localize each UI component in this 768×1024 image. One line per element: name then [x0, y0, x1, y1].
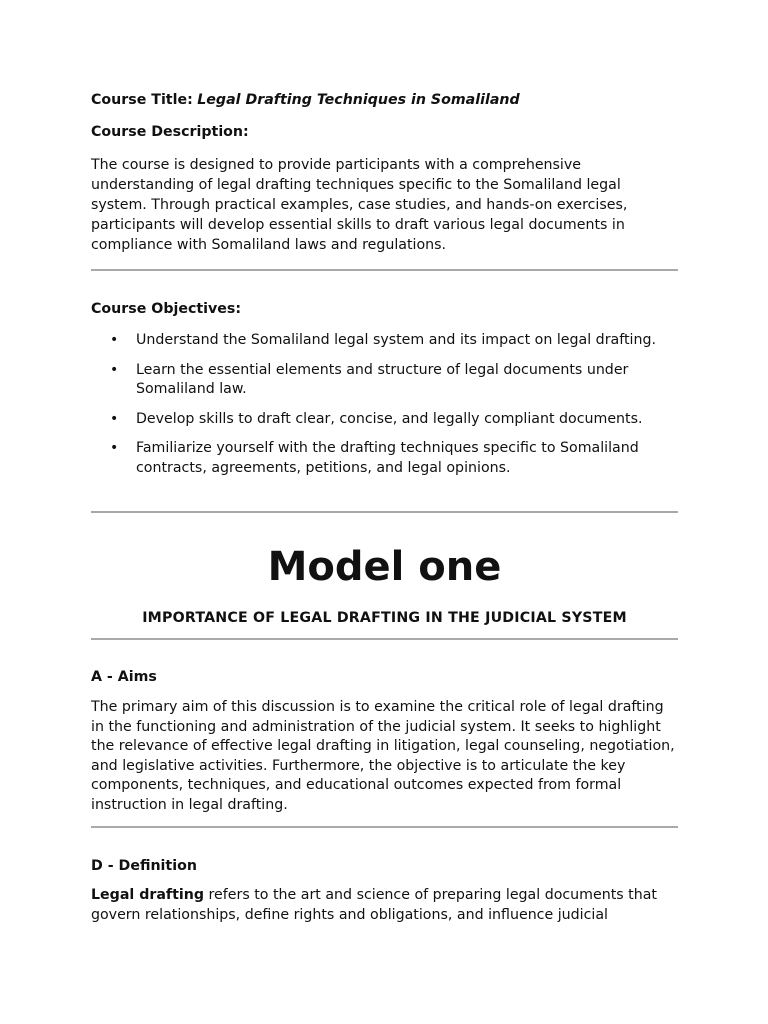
- bullet-icon: •: [110, 332, 119, 348]
- course-title-label: Course Title:: [91, 92, 193, 108]
- divider: [91, 638, 678, 640]
- divider: [91, 269, 678, 271]
- module-subtitle: IMPORTANCE OF LEGAL DRAFTING IN THE JUDICIAL SYSTEM: [142, 610, 627, 626]
- list-item: [91, 331, 678, 351]
- list-item: [91, 361, 678, 400]
- list-item: [91, 439, 678, 478]
- course-title-value: Legal Drafting Techniques in Somaliland: [197, 92, 520, 108]
- definition-term: Legal drafting: [91, 887, 204, 903]
- objective-text: Develop skills to draft clear, concise, and legally compliant documents.: [136, 410, 643, 427]
- aims-text: The primary aim of this discussion is to examine the critical role of legal drafting in the functioning and administration of the judicial system. It seeks to highlight the relevance of effective legal drafting in litigation, legal counseling, negotiation, and legislative activities. Furthermore, the objective is to articulate the key components, techniques, and educational outcomes expected from formal instruction in legal drafting.: [91, 699, 675, 813]
- course-objectives-heading: Course Objectives:: [91, 301, 242, 317]
- bullet-icon: •: [110, 410, 119, 427]
- definition-text: [91, 886, 678, 925]
- module-title: Model one: [267, 544, 502, 590]
- objectives-list: [91, 331, 678, 489]
- objective-text: Familiarize yourself with the drafting techniques specific to Somaliland contracts, agreements, petitions, and legal opinions.: [136, 440, 639, 476]
- bullet-icon: •: [110, 361, 119, 378]
- list-item: [91, 410, 678, 430]
- objective-text: Learn the essential elements and structure of legal documents under Somaliland law.: [136, 361, 629, 398]
- definition-heading: D - Definition: [91, 858, 197, 874]
- course-description-text: The course is designed to provide participants with a comprehensive understanding of legal drafting techniques specific to the Somaliland legal system. Through practical examples, case studies, and hands-on exercises, participants will develop essential skills to draft various legal documents in compliance with Somaliland laws and regulations.: [91, 157, 628, 253]
- course-description-heading: Course Description:: [91, 124, 249, 140]
- course-title-line: [91, 91, 520, 111]
- divider: [91, 511, 678, 513]
- objective-text: Understand the Somaliland legal system and its impact on legal drafting.: [136, 332, 656, 348]
- definition-body: refers to the art and science of preparing legal documents that govern relationships, define rights and obligations, and influence judicial: [91, 887, 657, 923]
- bullet-icon: •: [110, 440, 119, 457]
- divider: [91, 826, 678, 828]
- aims-heading: A - Aims: [91, 669, 157, 685]
